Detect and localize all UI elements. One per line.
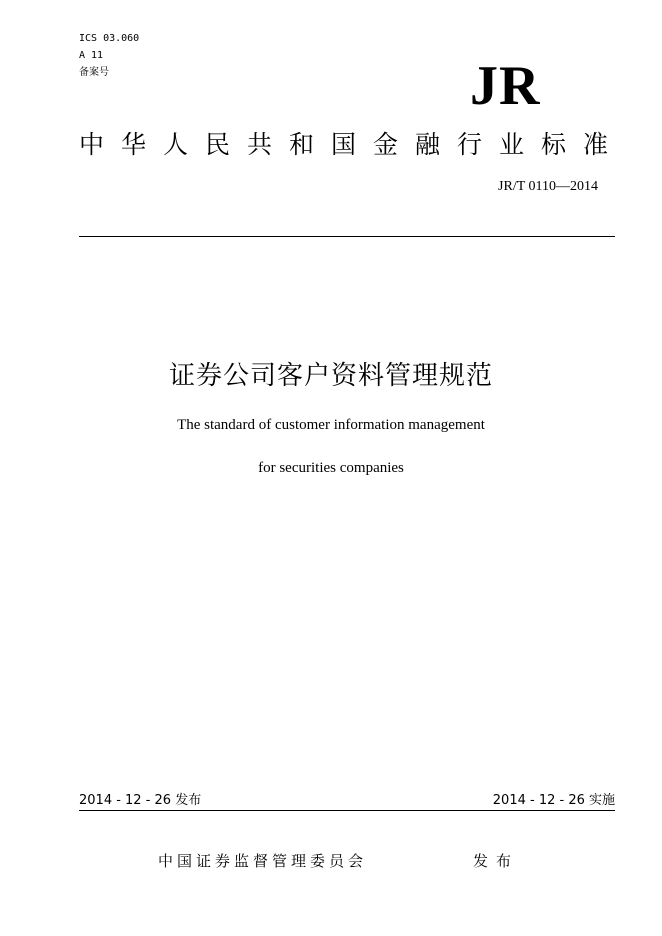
ics-code: ICS 03.060: [79, 33, 140, 44]
classification-code: A 11: [79, 50, 104, 61]
footer-divider: [79, 810, 615, 811]
record-number-label: 备案号: [79, 67, 109, 78]
standard-number: JR/T 0110—2014: [498, 179, 598, 194]
issue-date: 2014 - 12 - 26 发布: [79, 793, 202, 808]
document-title-english-line1: The standard of customer information management: [177, 417, 485, 433]
publish-label: 发布: [473, 852, 520, 870]
header-divider: [79, 236, 615, 237]
standard-category-title: 中华人民共和国金融行业标准: [79, 130, 626, 159]
document-title-chinese: 证券公司客户资料管理规范: [168, 361, 493, 391]
jr-logo: JR: [470, 55, 541, 117]
document-title-english-line2: for securities companies: [258, 460, 404, 476]
implementation-date: 2014 - 12 - 26 实施: [492, 793, 615, 808]
issuing-authority: 中国证券监督管理委员会: [158, 852, 368, 870]
